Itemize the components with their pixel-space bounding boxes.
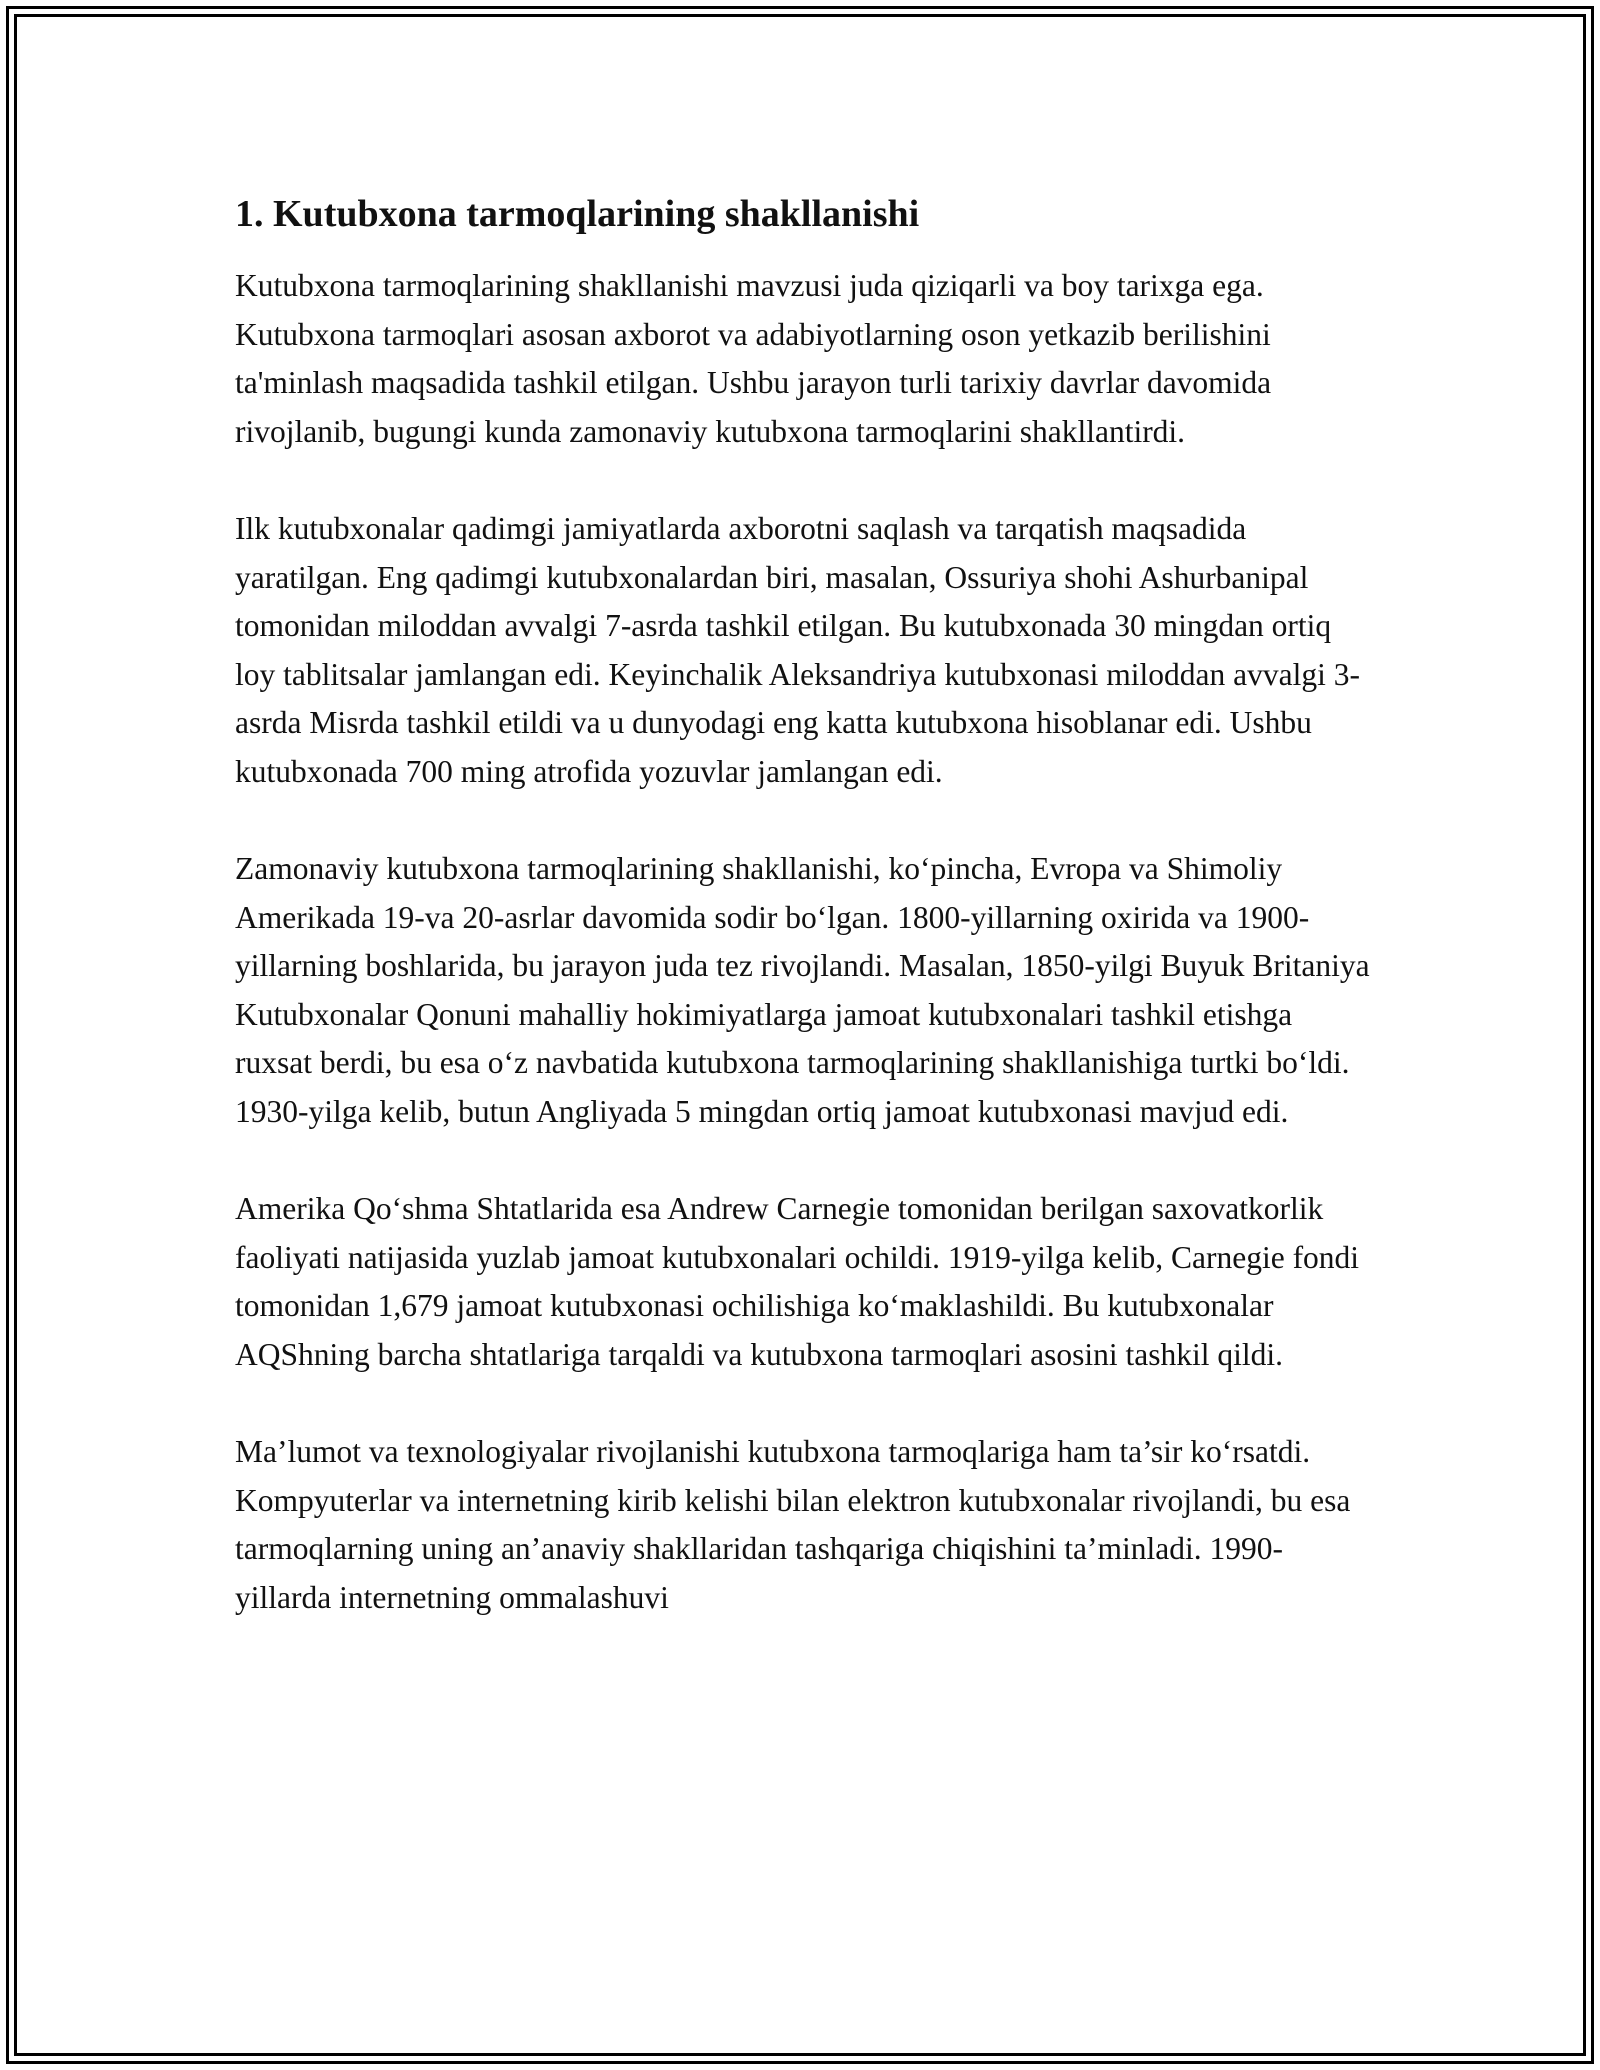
paragraph-3: Zamonaviy kutubxona tarmoqlarining shakllanishi, ko‘pincha, Evropa va Shimoliy Amerikada 19-va 20-asrlar davomida sodir bo‘lgan. 1800-yillarning oxirida va 1900-yillarning boshlarida, bu jarayon juda tez rivojlandi. Masalan, 1850-yilgi Buyuk Britaniya Kutubxonalar Qonuni mahalliy hokimiyatlarga jamoat kutubxonalari tashkil etishga ruxsat berdi, bu esa o‘z navbatida kutubxona tarmoqlarining shakllanishiga turtki bo‘ldi. 1930-yilga kelib, butun Angliyada 5 mingdan ortiq jamoat kutubxonasi mavjud edi. — [235, 851, 1370, 1129]
paragraph-2: Ilk kutubxonalar qadimgi jamiyatlarda axborotni saqlash va tarqatish maqsadida yaratilgan. Eng qadimgi kutubxonalardan biri, masalan, Ossuriya shohi Ashurbanipal tomonidan miloddan avvalgi 7-asrda tashkil etilgan. Bu kutubxonada 30 mingdan ortiq loy tablitsalar jamlangan edi. Keyinchalik Aleksandriya kutubxonasi miloddan avvalgi 3-asrda Misrda tashkil etildi va u dunyodagi eng katta kutubxona hisoblanar edi. Ushbu kutubxonada 700 ming atrofida yozuvlar jamlangan edi. — [235, 511, 1360, 789]
section-heading: 1. Kutubxona tarmoqlarining shakllanishi — [235, 193, 920, 235]
document-body — [235, 188, 1375, 1671]
paragraph-1: Kutubxona tarmoqlarining shakllanishi mavzusi juda qiziqarli va boy tarixga ega. Kutubxona tarmoqlari asosan axborot va adabiyotlarning oson yetkazib berilishini ta'minlash maqsadida tashkil etilgan. Ushbu jarayon turli tarixiy davrlar davomida rivojlanib, bugungi kunda zamonaviy kutubxona tarmoqlarini shakllantirdi. — [235, 268, 1272, 449]
paragraph-4: Amerika Qo‘shma Shtatlarida esa Andrew Carnegie tomonidan berilgan saxovatkorlik faoliyati natijasida yuzlab jamoat kutubxonalari ochildi. 1919-yilga kelib, Carnegie fondi tomonidan 1,679 jamoat kutubxonasi ochilishiga ko‘maklashildi. Bu kutubxonalar AQShning barcha shtatlariga tarqaldi va kutubxona tarmoqlari asosini tashkil qildi. — [235, 1191, 1360, 1372]
paragraph-5: Ma’lumot va texnologiyalar rivojlanishi kutubxona tarmoqlariga ham ta’sir ko‘rsatdi. Kompyuterlar va internetning kirib kelishi bilan elektron kutubxonalar rivojlandi, bu esa tarmoqlarning uning an’anaviy shakllaridan tashqariga chiqishini ta’minladi. 1990-yillarda internetning ommalashuvi — [235, 1434, 1351, 1615]
